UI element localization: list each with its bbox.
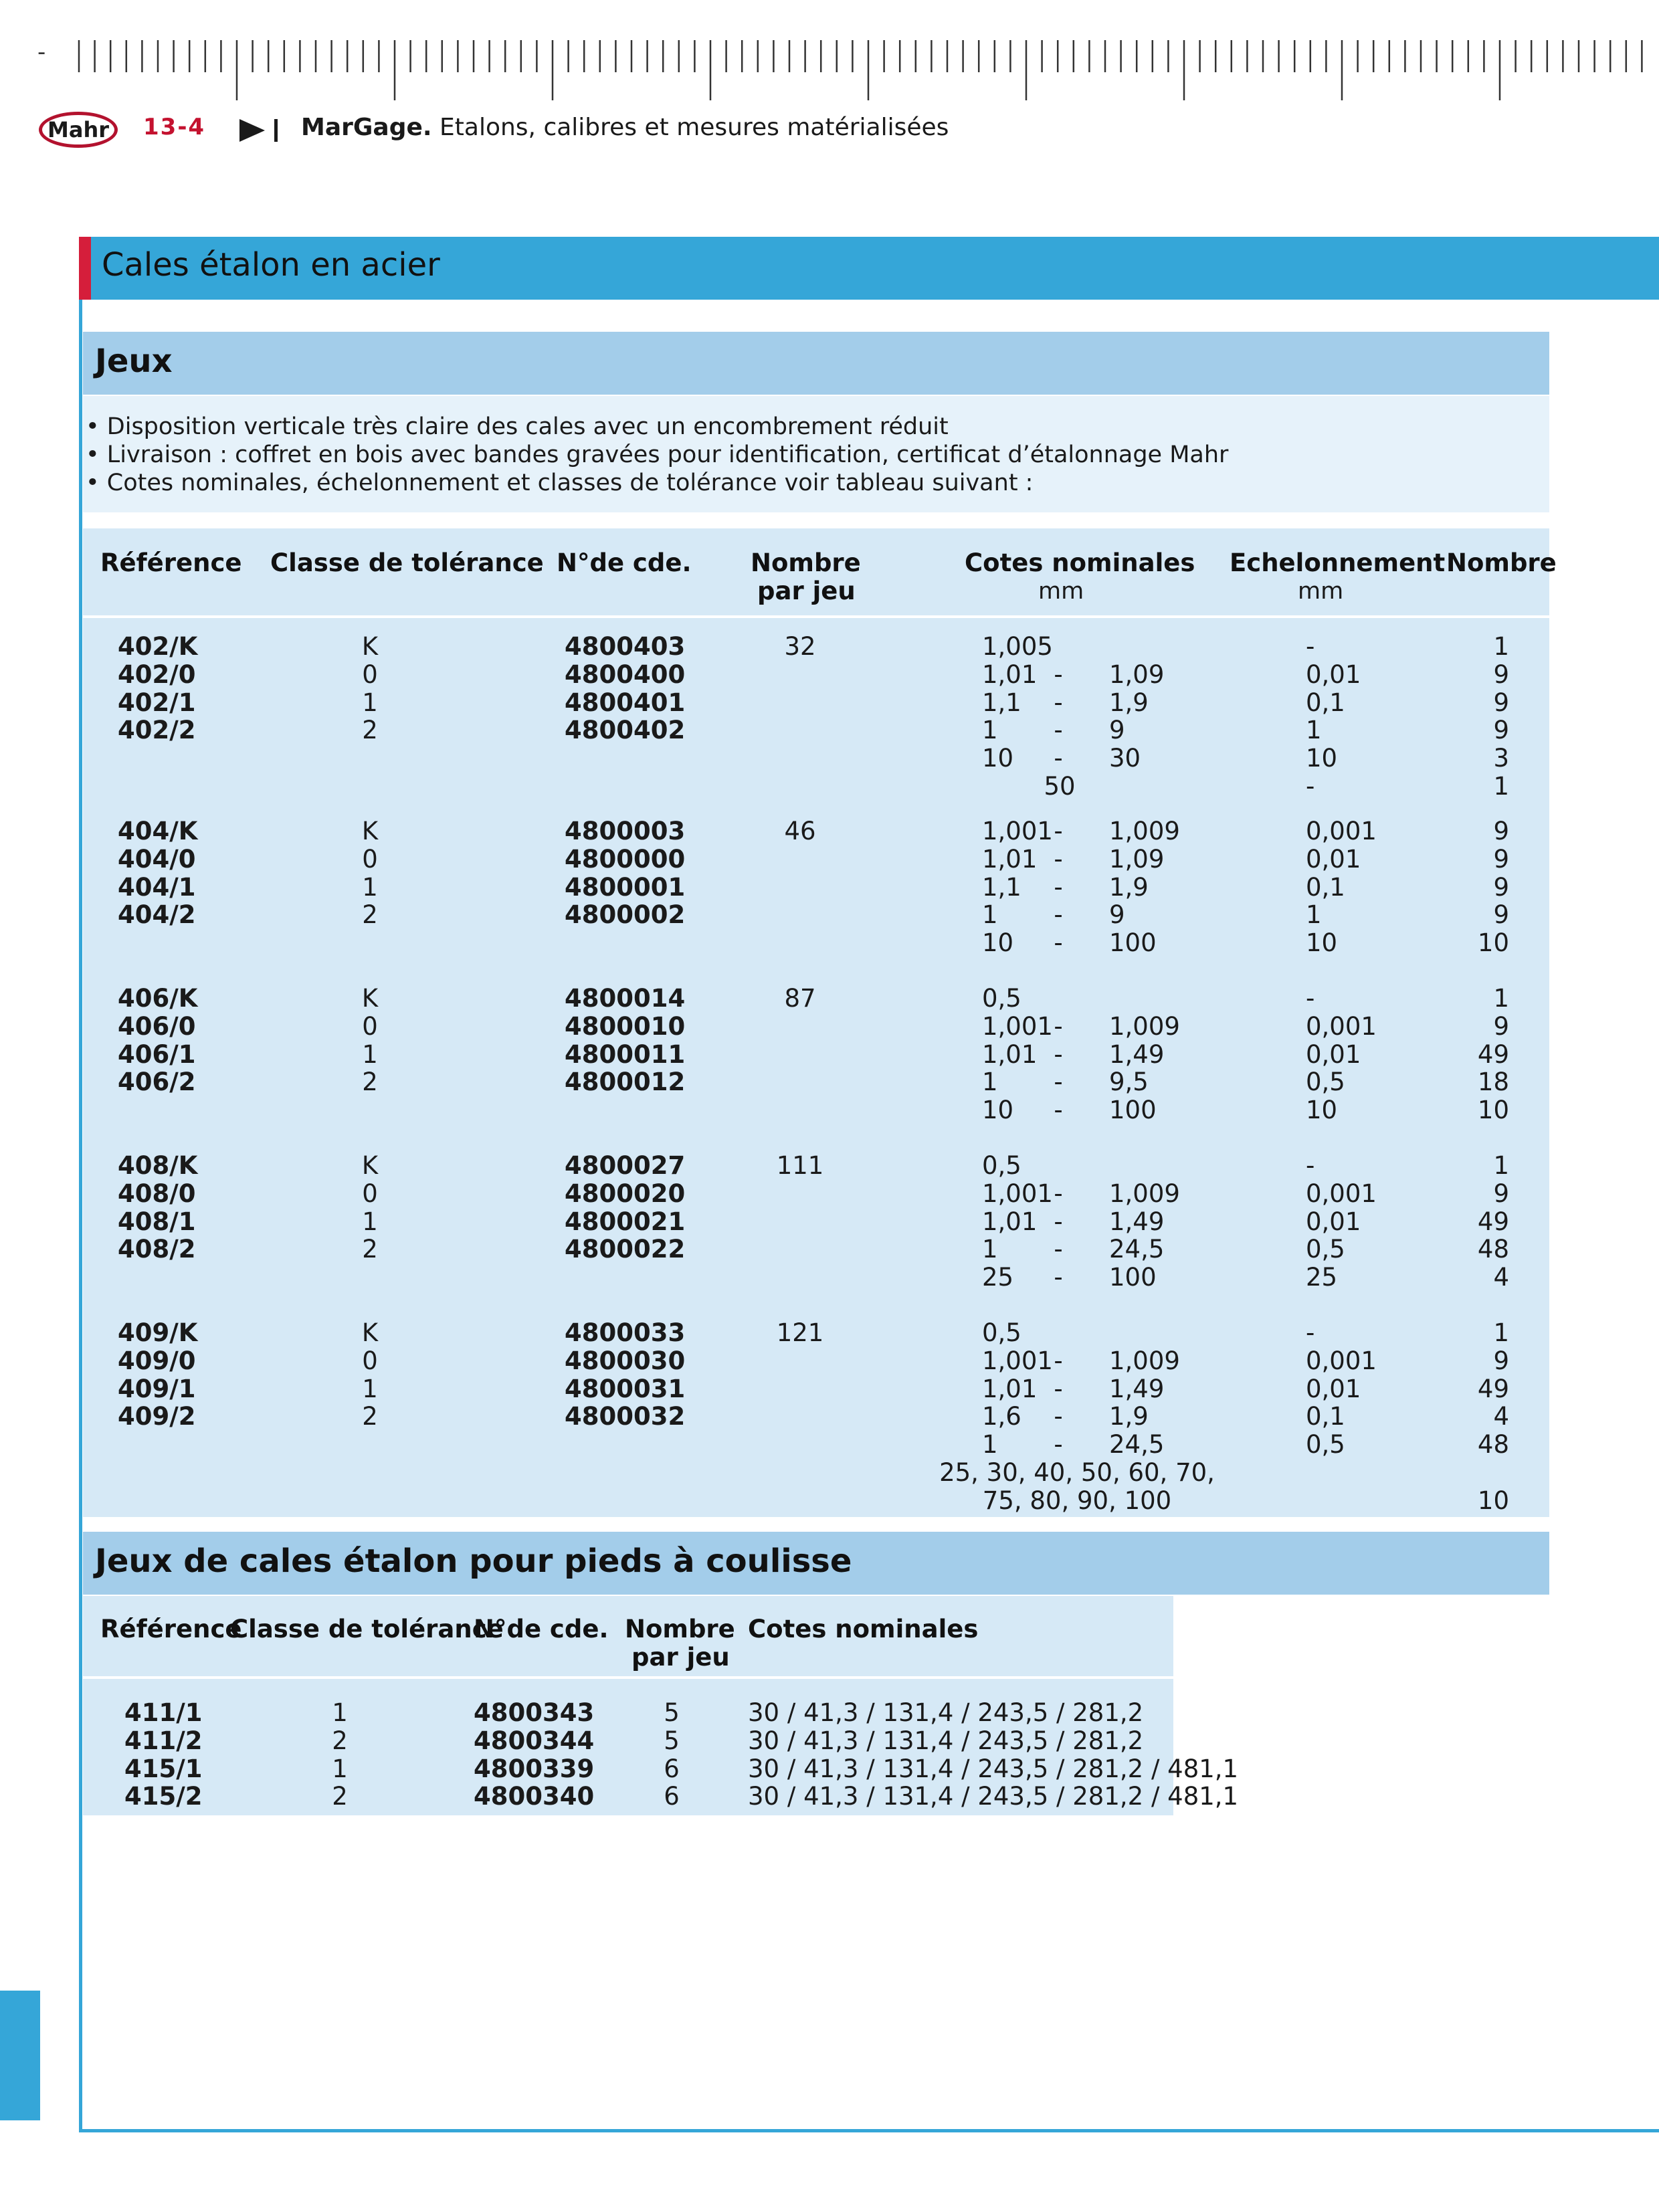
cote-separator: - [1054,1179,1063,1208]
classe-cell: 1 [362,1374,378,1403]
nombre-cell: 1 [1493,1318,1509,1347]
bullet-item: • Livraison : coffret en bois avec bandes gravées pour identification, certificat d’étalonnage Mahr [86,441,1229,468]
cote-to-cell: 100 [1109,928,1157,958]
classe-cell: 2 [362,1402,378,1431]
cde-cell: 4800032 [565,1402,686,1431]
section-title: Cales étalon en acier [102,246,440,284]
nombre-cell: 9 [1493,716,1509,745]
table-row-cde: 4800344 [474,1726,595,1755]
col-classe: Classe de tolérance [270,548,544,577]
echelon-cell: 0,1 [1306,688,1345,717]
cote-to-cell: 100 [1109,1263,1157,1292]
table-row-ref: 415/1 [124,1754,203,1783]
nombre-cell: 48 [1477,1235,1509,1264]
cote-separator: - [1054,1263,1063,1292]
echelon-cell: 0,5 [1306,1430,1345,1460]
cote-to-cell: 1,49 [1109,1207,1165,1236]
echelon-cell: - [1306,772,1315,801]
ref-cell: 408/K [118,1151,198,1180]
nombre-cell: 10 [1477,1096,1509,1125]
cote-from-cell: 1,6 [982,1402,1021,1431]
cde-cell: 4800012 [565,1068,686,1097]
cote-from-cell: 10 [982,1096,1014,1125]
nombre-cell: 49 [1477,1374,1509,1403]
echelon-cell: 25 [1306,1263,1338,1292]
cote-from-cell: 10 [982,928,1014,958]
header-title [301,114,949,141]
echelon-cell: 0,001 [1306,1346,1377,1375]
nombre-cell: 9 [1493,872,1509,902]
col-ncde: N°de cde. [557,548,692,577]
classe-cell: 2 [362,716,378,745]
cote-to-cell: 1,49 [1109,1374,1165,1403]
cote-to-cell: 30 [1109,744,1141,773]
cde-cell: 4800014 [565,984,686,1013]
classe-cell: K [361,1151,379,1180]
bullet-item: • Disposition verticale très claire des cales avec un encombrement réduit [86,413,949,440]
cote-separator: - [1054,744,1063,773]
classe-cell: 1 [362,1039,378,1069]
cote-from-cell: 25 [982,1263,1014,1292]
classe-cell: K [361,984,379,1013]
classe-cell: 1 [362,872,378,902]
cote-to-cell: 100 [1109,1096,1157,1125]
col-nombre-jeu-2: par jeu [757,577,856,605]
echelon-cell: 1 [1306,716,1322,745]
ref-cell: 406/0 [118,1011,196,1041]
cote-separator: - [1054,1374,1063,1403]
cote-separator: - [1054,1402,1063,1431]
table-row-nombre: 5 [664,1726,680,1755]
cde-cell: 4800010 [565,1011,686,1041]
classe-cell: 0 [362,1179,378,1208]
echelon-cell: 0,01 [1306,660,1361,689]
table-row-cde: 4800340 [474,1782,595,1811]
cote-separator: - [1054,872,1063,902]
per-set-cell: 87 [784,984,816,1013]
per-set-cell: 32 [784,632,816,661]
cote-separator: - [1054,1207,1063,1236]
cde-cell: 4800002 [565,900,686,930]
table-row-cotes: 30 / 41,3 / 131,4 / 243,5 / 281,2 [748,1698,1144,1727]
ref-cell: 402/K [118,632,198,661]
table-row-classe: 1 [332,1754,348,1783]
cote-to-cell: 9 [1109,900,1125,930]
cote-from-cell: 1,001 [982,817,1053,845]
cote-to-cell: 1,9 [1109,1402,1149,1431]
cote-from-cell: 1,01 [982,1374,1038,1403]
cote-from-cell: 1 [982,716,998,745]
classe-cell: 1 [362,688,378,717]
table-row-classe: 1 [332,1698,348,1727]
classe-cell: K [361,1318,379,1347]
ref-cell: 409/K [118,1318,198,1347]
cote-to-cell: 24,5 [1109,1235,1165,1264]
cote-to-cell: 1,09 [1109,844,1165,874]
nombre-cell: 9 [1493,844,1509,874]
cote-from-cell: 1,005 [982,632,1053,661]
echelon-cell: 0,5 [1306,1235,1345,1264]
ref-cell: 408/2 [118,1235,196,1264]
cote-from-cell: 0,5 [982,984,1021,1013]
col2-ncde: N°de cde. [474,1615,609,1643]
table-row-cde: 4800343 [474,1698,595,1727]
ref-cell: 408/1 [118,1207,196,1236]
nombre-cell: 1 [1493,772,1509,801]
ref-cell: 409/0 [118,1346,196,1375]
brand-name: MarGage. [301,114,432,141]
nombre-cell: 9 [1493,817,1509,845]
nombre-cell: 9 [1493,688,1509,717]
cote-extra-cell: 75, 80, 90, 100 [982,1486,1172,1515]
col-cotes: Cotes nominales [965,548,1195,577]
cote-to-cell: 9 [1109,716,1125,745]
col-nombre-jeu: Nombre [751,548,861,577]
col2-nombre: Nombre [625,1615,735,1643]
cote-separator: - [1054,1068,1063,1097]
cote-from-cell: 1,01 [982,1039,1038,1069]
echelon-cell: - [1306,984,1315,1013]
cde-cell: 4800011 [565,1039,686,1069]
frame-left-line [79,300,82,2132]
table-row-ref: 411/2 [124,1726,203,1755]
nombre-cell: 9 [1493,1179,1509,1208]
cde-cell: 4800020 [565,1179,686,1208]
cde-cell: 4800001 [565,872,686,902]
echelon-cell: 0,1 [1306,872,1345,902]
col-echelon: Echelonnement [1230,548,1446,577]
cde-cell: 4800400 [565,660,686,689]
bullet-item: • Cotes nominales, échelonnement et classes de tolérance voir tableau suivant : [86,470,1034,496]
cde-cell: 4800403 [565,632,686,661]
cote-single-cell: 50 [1044,772,1076,801]
cde-cell: 4800027 [565,1151,686,1180]
nombre-cell: 3 [1493,744,1509,773]
frame-bottom-line [79,2129,1659,2132]
per-set-cell: 111 [776,1151,824,1180]
cote-from-cell: 1,001 [982,1346,1053,1375]
echelon-cell: 0,01 [1306,844,1361,874]
echelon-cell: 0,01 [1306,1374,1361,1403]
per-set-cell: 121 [776,1318,824,1347]
cote-separator: - [1054,1011,1063,1041]
ref-cell: 402/2 [118,716,196,745]
classe-cell: 2 [362,1235,378,1264]
col2-nombre-2: par jeu [631,1643,730,1672]
table-row-nombre: 6 [664,1782,680,1811]
cde-cell: 4800033 [565,1318,686,1347]
ref-cell: 408/0 [118,1179,196,1208]
classe-cell: 2 [362,1068,378,1097]
cote-to-cell: 1,9 [1109,688,1149,717]
cote-separator: - [1054,928,1063,958]
echelon-cell: 0,1 [1306,1402,1345,1431]
cote-separator: - [1054,1039,1063,1069]
cote-to-cell: 1,009 [1109,1011,1180,1041]
echelon-cell: 10 [1306,928,1338,958]
cote-from-cell: 10 [982,744,1014,773]
classe-cell: 0 [362,1011,378,1041]
cote-separator: - [1054,660,1063,689]
coulisse-title: Jeux de cales étalon pour pieds à coulisse [95,1542,852,1580]
nombre-cell: 9 [1493,900,1509,930]
cote-separator: - [1054,1096,1063,1125]
header-subtitle: Etalons, calibres et mesures matérialisées [440,114,949,141]
cote-from-cell: 0,5 [982,1318,1021,1347]
classe-cell: 0 [362,660,378,689]
side-tab-marker [0,1991,40,2120]
nombre-cell: 9 [1493,1346,1509,1375]
cde-cell: 4800000 [565,844,686,874]
echelon-cell: 10 [1306,744,1338,773]
cote-to-cell: 24,5 [1109,1430,1165,1460]
cote-from-cell: 1,01 [982,1207,1038,1236]
cote-to-cell: 1,49 [1109,1039,1165,1069]
nombre-cell: 48 [1477,1430,1509,1460]
table-row-classe: 2 [332,1726,348,1755]
table-row-cde: 4800339 [474,1754,595,1783]
cote-from-cell: 1 [982,1235,998,1264]
echelon-cell: 0,01 [1306,1207,1361,1236]
echelon-cell: - [1306,632,1315,661]
col-echelon-unit: mm [1298,578,1344,605]
table-row-cotes: 30 / 41,3 / 131,4 / 243,5 / 281,2 / 481,1 [748,1754,1239,1783]
ref-cell: 409/2 [118,1402,196,1431]
cote-from-cell: 1 [982,1068,998,1097]
nombre-cell: 1 [1493,632,1509,661]
classe-cell: K [361,632,379,661]
col2-classe: Classe de tolérance [230,1615,504,1643]
echelon-cell: 0,001 [1306,1179,1377,1208]
cote-extra-cell: 25, 30, 40, 50, 60, 70, [939,1458,1215,1487]
cote-separator: - [1054,1235,1063,1264]
cote-to-cell: 1,009 [1109,817,1180,845]
nombre-cell: 10 [1477,1486,1509,1515]
nombre-cell: 9 [1493,1011,1509,1041]
ref-cell: 404/1 [118,872,196,902]
cote-from-cell: 1,001 [982,1011,1053,1041]
ref-cell: 404/2 [118,900,196,930]
cote-to-cell: 9,5 [1109,1068,1149,1097]
ref-cell: 409/1 [118,1374,196,1403]
nombre-cell: 9 [1493,660,1509,689]
banner-accent [79,237,91,300]
echelon-cell: - [1306,1318,1315,1347]
nombre-cell: 1 [1493,1151,1509,1180]
cde-cell: 4800401 [565,688,686,717]
classe-cell: 0 [362,1346,378,1375]
ref-cell: 402/1 [118,688,196,717]
cde-cell: 4800031 [565,1374,686,1403]
table-row-classe: 2 [332,1782,348,1811]
separator-bar [274,119,278,142]
cote-from-cell: 1,001 [982,1179,1053,1208]
cote-separator: - [1054,716,1063,745]
nombre-cell: 4 [1493,1263,1509,1292]
nombre-cell: 18 [1477,1068,1509,1097]
classe-cell: 2 [362,900,378,930]
classe-cell: 0 [362,844,378,874]
ruler-marks [0,0,1659,107]
nombre-cell: 49 [1477,1039,1509,1069]
cote-from-cell: 0,5 [982,1151,1021,1180]
echelon-cell: 0,01 [1306,1039,1361,1069]
table-row-cotes: 30 / 41,3 / 131,4 / 243,5 / 281,2 / 481,1 [748,1782,1239,1811]
ref-cell: 402/0 [118,660,196,689]
cote-to-cell: 1,9 [1109,872,1149,902]
table-row-ref: 411/1 [124,1698,203,1727]
echelon-cell: 1 [1306,900,1322,930]
cote-from-cell: 1 [982,1430,998,1460]
echelon-cell: 10 [1306,1096,1338,1125]
cote-separator: - [1054,688,1063,717]
nombre-cell: 4 [1493,1402,1509,1431]
table-row-nombre: 5 [664,1698,680,1727]
cde-cell: 4800402 [565,716,686,745]
col-cotes-unit: mm [1038,578,1084,605]
jeux-header [83,332,1549,395]
cde-cell: 4800003 [565,817,686,845]
per-set-cell: 46 [784,817,816,845]
echelon-cell: 0,5 [1306,1068,1345,1097]
echelon-cell: - [1306,1151,1315,1180]
jeux-title: Jeux [95,342,173,380]
cde-cell: 4800021 [565,1207,686,1236]
cote-to-cell: 1,09 [1109,660,1165,689]
table-row-ref: 415/2 [124,1782,203,1811]
nombre-cell: 1 [1493,984,1509,1013]
logo-text: Mahr [47,117,109,142]
cote-from-cell: 1,1 [982,872,1021,902]
ref-cell: 404/K [118,817,198,845]
cote-to-cell: 1,009 [1109,1346,1180,1375]
ref-cell: 406/K [118,984,198,1013]
cote-from-cell: 1 [982,900,998,930]
cote-separator: - [1054,1346,1063,1375]
corner-dash: - [37,39,46,66]
cote-separator: - [1054,1430,1063,1460]
echelon-cell: 0,001 [1306,817,1377,845]
classe-cell: 1 [362,1207,378,1236]
col2-cotes: Cotes nominales [748,1615,979,1643]
ref-cell: 406/2 [118,1068,196,1097]
ref-cell: 406/1 [118,1039,196,1069]
cde-cell: 4800022 [565,1235,686,1264]
col-nombre: Nombre [1446,548,1557,577]
nombre-cell: 49 [1477,1207,1509,1236]
cote-from-cell: 1,1 [982,688,1021,717]
table-row-nombre: 6 [664,1754,680,1783]
col2-reference: Référence [100,1615,242,1643]
play-icon [239,119,265,142]
cote-separator: - [1054,817,1063,845]
table-row-cotes: 30 / 41,3 / 131,4 / 243,5 / 281,2 [748,1726,1144,1755]
page-number: 13-4 [143,114,206,140]
cote-from-cell: 1,01 [982,844,1038,874]
ref-cell: 404/0 [118,844,196,874]
cde-cell: 4800030 [565,1346,686,1375]
col-reference: Référence [100,548,242,577]
cote-from-cell: 1,01 [982,660,1038,689]
nombre-cell: 10 [1477,928,1509,958]
cote-separator: - [1054,900,1063,930]
mahr-logo [39,112,118,148]
classe-cell: K [361,817,379,845]
echelon-cell: 0,001 [1306,1011,1377,1041]
cote-to-cell: 1,009 [1109,1179,1180,1208]
cote-separator: - [1054,844,1063,874]
